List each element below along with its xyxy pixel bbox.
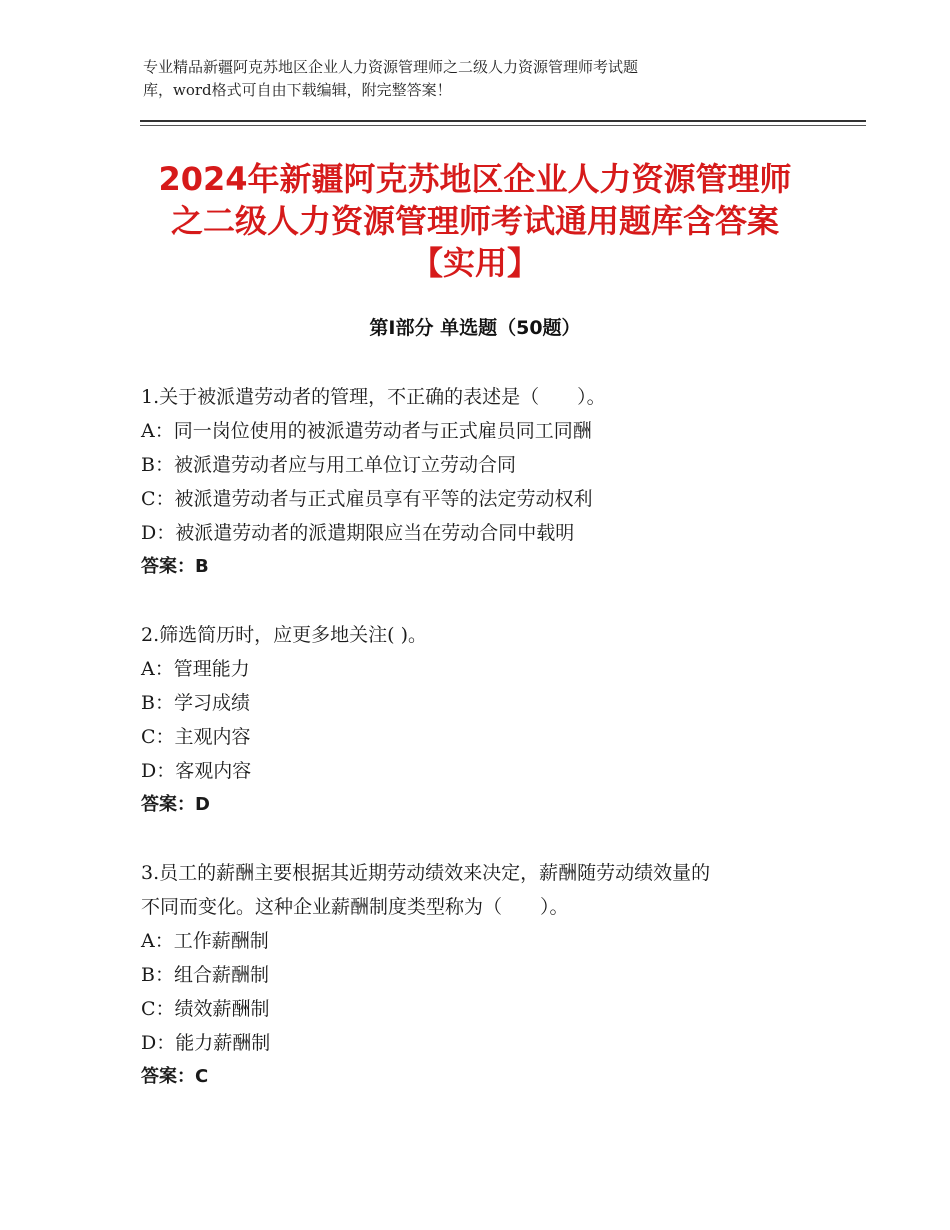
- question-2: [141, 618, 821, 822]
- document-title-line-3: 【实用】: [410, 244, 539, 282]
- question-1: [141, 380, 821, 584]
- question-list: [141, 380, 821, 1128]
- option-b: B：学习成绩: [141, 692, 250, 714]
- answer: 答案：D: [141, 794, 210, 815]
- question-stem-line-2: 不同而变化。这种企业薪酬制度类型称为（ ）。: [141, 896, 569, 918]
- option-b: B：被派遣劳动者应与用工单位订立劳动合同: [141, 454, 516, 476]
- header-note-line-2: 库，word格式可自由下载编辑，附完整答案！: [143, 81, 452, 99]
- option-c: C：被派遣劳动者与正式雇员享有平等的法定劳动权利: [141, 488, 593, 510]
- document-title-line-1: 2024年新疆阿克苏地区企业人力资源管理师: [158, 160, 792, 198]
- question-3: [141, 856, 821, 1094]
- header-note-line-1: 专业精品新疆阿克苏地区企业人力资源管理师之二级人力资源管理师考试题: [143, 58, 639, 76]
- section-heading: 第Ⅰ部分 单选题（50题）: [369, 317, 581, 339]
- question-stem: 1.关于被派遣劳动者的管理，不正确的表述是（ ）。: [141, 386, 606, 408]
- option-a: A：工作薪酬制: [141, 930, 269, 952]
- option-b: B：组合薪酬制: [141, 964, 269, 986]
- option-a: A：管理能力: [141, 658, 250, 680]
- document-title: [140, 158, 810, 284]
- option-d: D：被派遣劳动者的派遣期限应当在劳动合同中载明: [141, 522, 575, 544]
- option-a: A：同一岗位使用的被派遣劳动者与正式雇员同工同酬: [141, 420, 592, 442]
- header-divider-thick: [140, 120, 866, 122]
- answer: 答案：B: [141, 556, 209, 577]
- question-stem-line-1: 3.员工的薪酬主要根据其近期劳动绩效来决定，薪酬随劳动绩效量的: [141, 862, 711, 884]
- answer: 答案：C: [141, 1066, 209, 1087]
- option-c: C：主观内容: [141, 726, 251, 748]
- document-title-line-2: 之二级人力资源管理师考试通用题库含答案: [170, 202, 779, 240]
- header-divider-thin: [140, 125, 866, 126]
- option-d: D：能力薪酬制: [141, 1032, 271, 1054]
- option-c: C：绩效薪酬制: [141, 998, 270, 1020]
- option-d: D：客观内容: [141, 760, 252, 782]
- question-stem: 2.筛选简历时，应更多地关注( )。: [141, 624, 427, 646]
- header-note: [143, 56, 783, 102]
